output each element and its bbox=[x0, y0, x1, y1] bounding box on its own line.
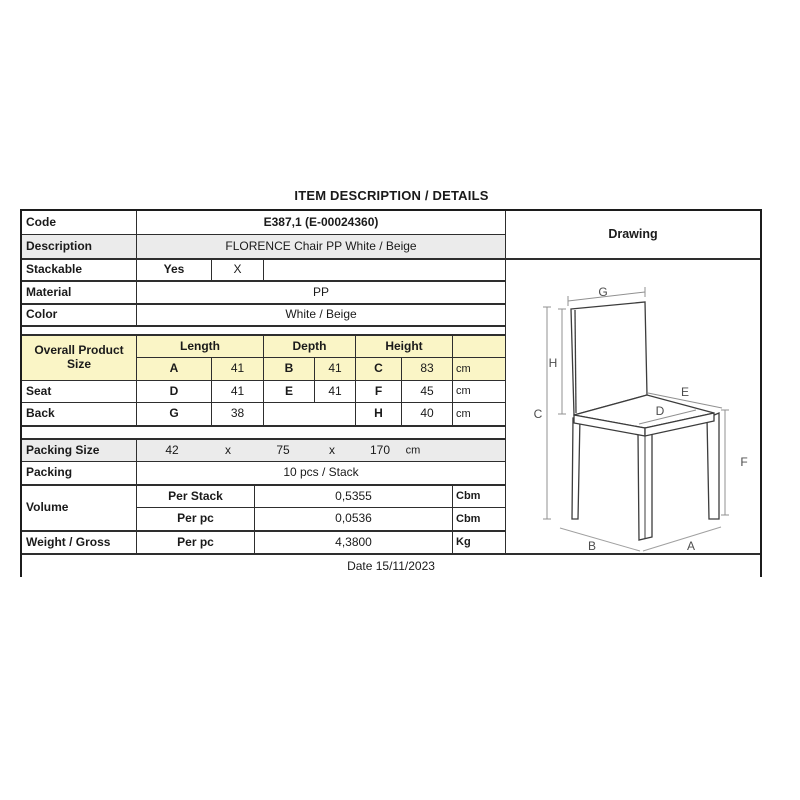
dim-key-c: C bbox=[355, 357, 401, 380]
volume-per-pc-value: 0,0536 bbox=[254, 507, 452, 530]
dim-key-d: D bbox=[136, 380, 211, 402]
dim-value-a: 41 bbox=[211, 357, 263, 380]
spacer-row bbox=[22, 425, 505, 438]
material-label: Material bbox=[22, 280, 136, 303]
back-empty-cell bbox=[263, 402, 355, 425]
packing-size-label: Packing Size bbox=[22, 438, 136, 461]
dim-value-b: 41 bbox=[314, 357, 355, 380]
dim-value-h: 40 bbox=[401, 402, 452, 425]
drawing-canvas bbox=[505, 258, 760, 553]
dim-key-b: B bbox=[263, 357, 314, 380]
drawing-header: Drawing bbox=[505, 211, 760, 258]
overall-unit: cm bbox=[452, 357, 505, 380]
dim-label-b: B bbox=[587, 539, 597, 553]
seat-label: Seat bbox=[22, 380, 136, 402]
dim-key-a: A bbox=[136, 357, 211, 380]
dim-label-h: H bbox=[548, 356, 558, 370]
packing-size-unit: cm bbox=[405, 444, 421, 457]
volume-label: Volume bbox=[22, 484, 136, 530]
stackable-empty-cell bbox=[263, 258, 505, 280]
volume-per-stack-label: Per Stack bbox=[136, 484, 254, 507]
spacer-row bbox=[22, 325, 505, 334]
packing-size-sep2: x bbox=[329, 442, 335, 457]
packing-size-d2: 75 bbox=[276, 442, 290, 457]
back-unit: cm bbox=[452, 402, 505, 425]
dim-value-d: 41 bbox=[211, 380, 263, 402]
dim-value-f: 45 bbox=[401, 380, 452, 402]
page-title: ITEM DESCRIPTION / DETAILS bbox=[294, 188, 489, 203]
chair-outline bbox=[571, 302, 719, 540]
dim-label-f: F bbox=[740, 455, 748, 469]
spec-table bbox=[20, 209, 762, 577]
depth-header: Depth bbox=[263, 334, 355, 357]
description-label: Description bbox=[22, 234, 136, 258]
stackable-label: Stackable bbox=[22, 258, 136, 280]
weight-per-pc-label: Per pc bbox=[136, 530, 254, 553]
code-label: Code bbox=[22, 211, 136, 234]
dim-label-e: E bbox=[680, 385, 690, 399]
packing-label: Packing bbox=[22, 461, 136, 484]
packing-value: 10 pcs / Stack bbox=[136, 461, 505, 484]
dim-label-g: G bbox=[598, 285, 608, 299]
packing-size-sep1: x bbox=[225, 442, 231, 457]
back-label: Back bbox=[22, 402, 136, 425]
dim-value-c: 83 bbox=[401, 357, 452, 380]
dim-label-c: C bbox=[533, 407, 543, 421]
dim-key-f: F bbox=[355, 380, 401, 402]
packing-size-values bbox=[136, 438, 505, 461]
volume-per-pc-label: Per pc bbox=[136, 507, 254, 530]
description-value: FLORENCE Chair PP White / Beige bbox=[136, 234, 505, 258]
stackable-yes: Yes bbox=[136, 258, 211, 280]
dim-value-e: 41 bbox=[314, 380, 355, 402]
chair-drawing bbox=[506, 260, 760, 554]
dim-label-d: D bbox=[655, 404, 665, 418]
material-value: PP bbox=[136, 280, 505, 303]
volume-per-stack-unit: Cbm bbox=[452, 484, 505, 507]
dim-key-g: G bbox=[136, 402, 211, 425]
color-label: Color bbox=[22, 303, 136, 325]
weight-unit: Kg bbox=[452, 530, 505, 553]
weight-gross-label: Weight / Gross bbox=[22, 530, 136, 553]
stackable-mark: X bbox=[211, 258, 263, 280]
height-header: Height bbox=[355, 334, 452, 357]
volume-per-pc-unit: Cbm bbox=[452, 507, 505, 530]
code-value: E387,1 (E-00024360) bbox=[136, 211, 505, 234]
color-value: White / Beige bbox=[136, 303, 505, 325]
volume-per-stack-value: 0,5355 bbox=[254, 484, 452, 507]
seat-unit: cm bbox=[452, 380, 505, 402]
dim-key-e: E bbox=[263, 380, 314, 402]
size-header-unit-cell bbox=[452, 334, 505, 357]
packing-size-d3: 170 bbox=[369, 442, 391, 457]
weight-value: 4,3800 bbox=[254, 530, 452, 553]
date-row: Date 15/11/2023 bbox=[22, 553, 760, 578]
length-header: Length bbox=[136, 334, 263, 357]
dim-key-h: H bbox=[355, 402, 401, 425]
overall-product-size-label: Overall Product Size bbox=[22, 334, 136, 380]
packing-size-d1: 42 bbox=[165, 442, 179, 457]
dim-value-g: 38 bbox=[211, 402, 263, 425]
dim-label-a: A bbox=[686, 539, 696, 553]
